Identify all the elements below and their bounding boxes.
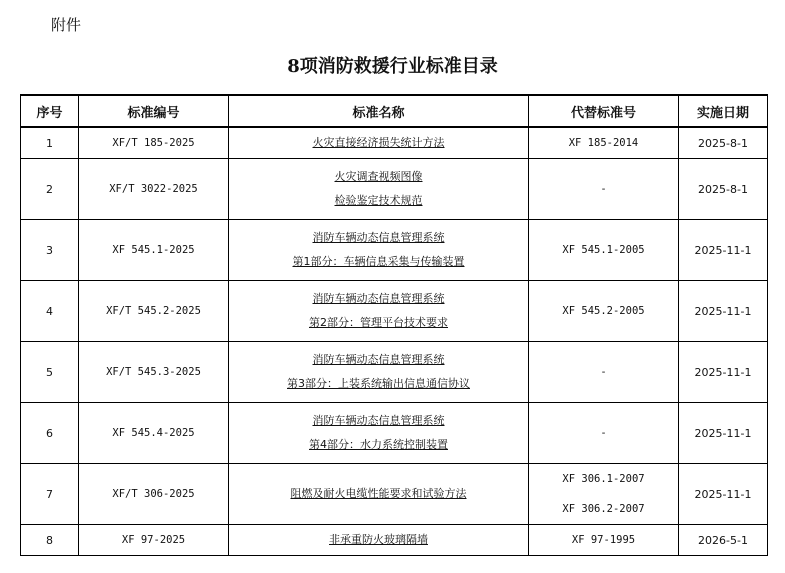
- cell-code: XF 97-2025: [79, 525, 229, 556]
- cell-date: 2025-11-1: [679, 220, 768, 281]
- replaces-value: -: [600, 183, 607, 195]
- cell-date: 2025-11-1: [679, 464, 768, 525]
- cell-date: 2025-11-1: [679, 403, 768, 464]
- standard-name-link[interactable]: 第3部分：上装系统输出信息通信协议: [287, 377, 470, 390]
- table-header-row: [21, 95, 768, 127]
- cell-date: 2025-8-1: [679, 159, 768, 220]
- cell-no: 2: [21, 159, 79, 220]
- standard-name-link[interactable]: 消防车辆动态信息管理系统: [312, 414, 445, 427]
- cell-date: 2026-5-1: [679, 525, 768, 556]
- cell-no: 8: [21, 525, 79, 556]
- standard-name-link[interactable]: 消防车辆动态信息管理系统: [312, 292, 445, 305]
- replaces-value: XF 545.1-2005: [562, 244, 645, 256]
- cell-replaces: [529, 342, 679, 403]
- cell-code: XF/T 3022-2025: [79, 159, 229, 220]
- replaces-value: XF 97-1995: [571, 534, 636, 546]
- table-row: [21, 127, 768, 159]
- replaces-value: XF 306.1-2007: [562, 473, 645, 485]
- cell-date: 2025-11-1: [679, 281, 768, 342]
- column-header-no: 序号: [21, 95, 79, 127]
- table-row: [21, 403, 768, 464]
- standard-name-link[interactable]: 检验鉴定技术规范: [334, 194, 423, 207]
- column-header-replaces: 代替标准号: [529, 95, 679, 127]
- replaces-value: XF 545.2-2005: [562, 305, 645, 317]
- cell-no: 4: [21, 281, 79, 342]
- cell-date: 2025-11-1: [679, 342, 768, 403]
- cell-date: 2025-8-1: [679, 127, 768, 159]
- cell-code: XF/T 306-2025: [79, 464, 229, 525]
- cell-code: XF 545.4-2025: [79, 403, 229, 464]
- column-header-name: 标准名称: [229, 95, 529, 127]
- cell-replaces: [529, 464, 679, 525]
- replaces-value: XF 185-2014: [568, 137, 639, 149]
- cell-no: 1: [21, 127, 79, 159]
- cell-no: 6: [21, 403, 79, 464]
- cell-name: [229, 220, 529, 281]
- table-row: [21, 342, 768, 403]
- cell-code: XF/T 545.3-2025: [79, 342, 229, 403]
- cell-replaces: [529, 127, 679, 159]
- table-row: [21, 525, 768, 556]
- replaces-value: XF 306.2-2007: [562, 503, 645, 515]
- column-header-code: 标准编号: [79, 95, 229, 127]
- standard-name-link[interactable]: 第4部分：水力系统控制装置: [309, 438, 448, 451]
- standards-table: [20, 94, 768, 556]
- table-row: [21, 159, 768, 220]
- cell-name: [229, 342, 529, 403]
- cell-replaces: [529, 159, 679, 220]
- column-header-date: 实施日期: [679, 95, 768, 127]
- table-row: [21, 281, 768, 342]
- standard-name-link[interactable]: 火灾直接经济损失统计方法: [312, 136, 445, 149]
- standard-name-link[interactable]: 消防车辆动态信息管理系统: [312, 231, 445, 244]
- replaces-value: -: [600, 366, 607, 378]
- attachment-label: 附件: [51, 16, 82, 34]
- cell-replaces: [529, 220, 679, 281]
- replaces-value: -: [600, 427, 607, 439]
- cell-code: XF 545.1-2025: [79, 220, 229, 281]
- cell-replaces: [529, 525, 679, 556]
- cell-name: [229, 403, 529, 464]
- cell-no: 3: [21, 220, 79, 281]
- cell-name: [229, 127, 529, 159]
- cell-name: [229, 525, 529, 556]
- table-row: [21, 464, 768, 525]
- cell-name: [229, 464, 529, 525]
- cell-no: 5: [21, 342, 79, 403]
- page-title: 8项消防救援行业标准目录: [287, 56, 498, 77]
- cell-name: [229, 281, 529, 342]
- cell-name: [229, 159, 529, 220]
- standard-name-link[interactable]: 消防车辆动态信息管理系统: [312, 353, 445, 366]
- standard-name-link[interactable]: 第1部分：车辆信息采集与传输装置: [292, 255, 465, 268]
- cell-code: XF/T 185-2025: [79, 127, 229, 159]
- cell-code: XF/T 545.2-2025: [79, 281, 229, 342]
- standard-name-link[interactable]: 第2部分：管理平台技术要求: [309, 316, 448, 329]
- cell-replaces: [529, 403, 679, 464]
- standard-name-link[interactable]: 火灾调查视频图像: [334, 170, 423, 183]
- cell-replaces: [529, 281, 679, 342]
- table-row: [21, 220, 768, 281]
- standard-name-link[interactable]: 非承重防火玻璃隔墙: [329, 533, 428, 546]
- cell-no: 7: [21, 464, 79, 525]
- standard-name-link[interactable]: 阻燃及耐火电缆性能要求和试验方法: [290, 487, 467, 500]
